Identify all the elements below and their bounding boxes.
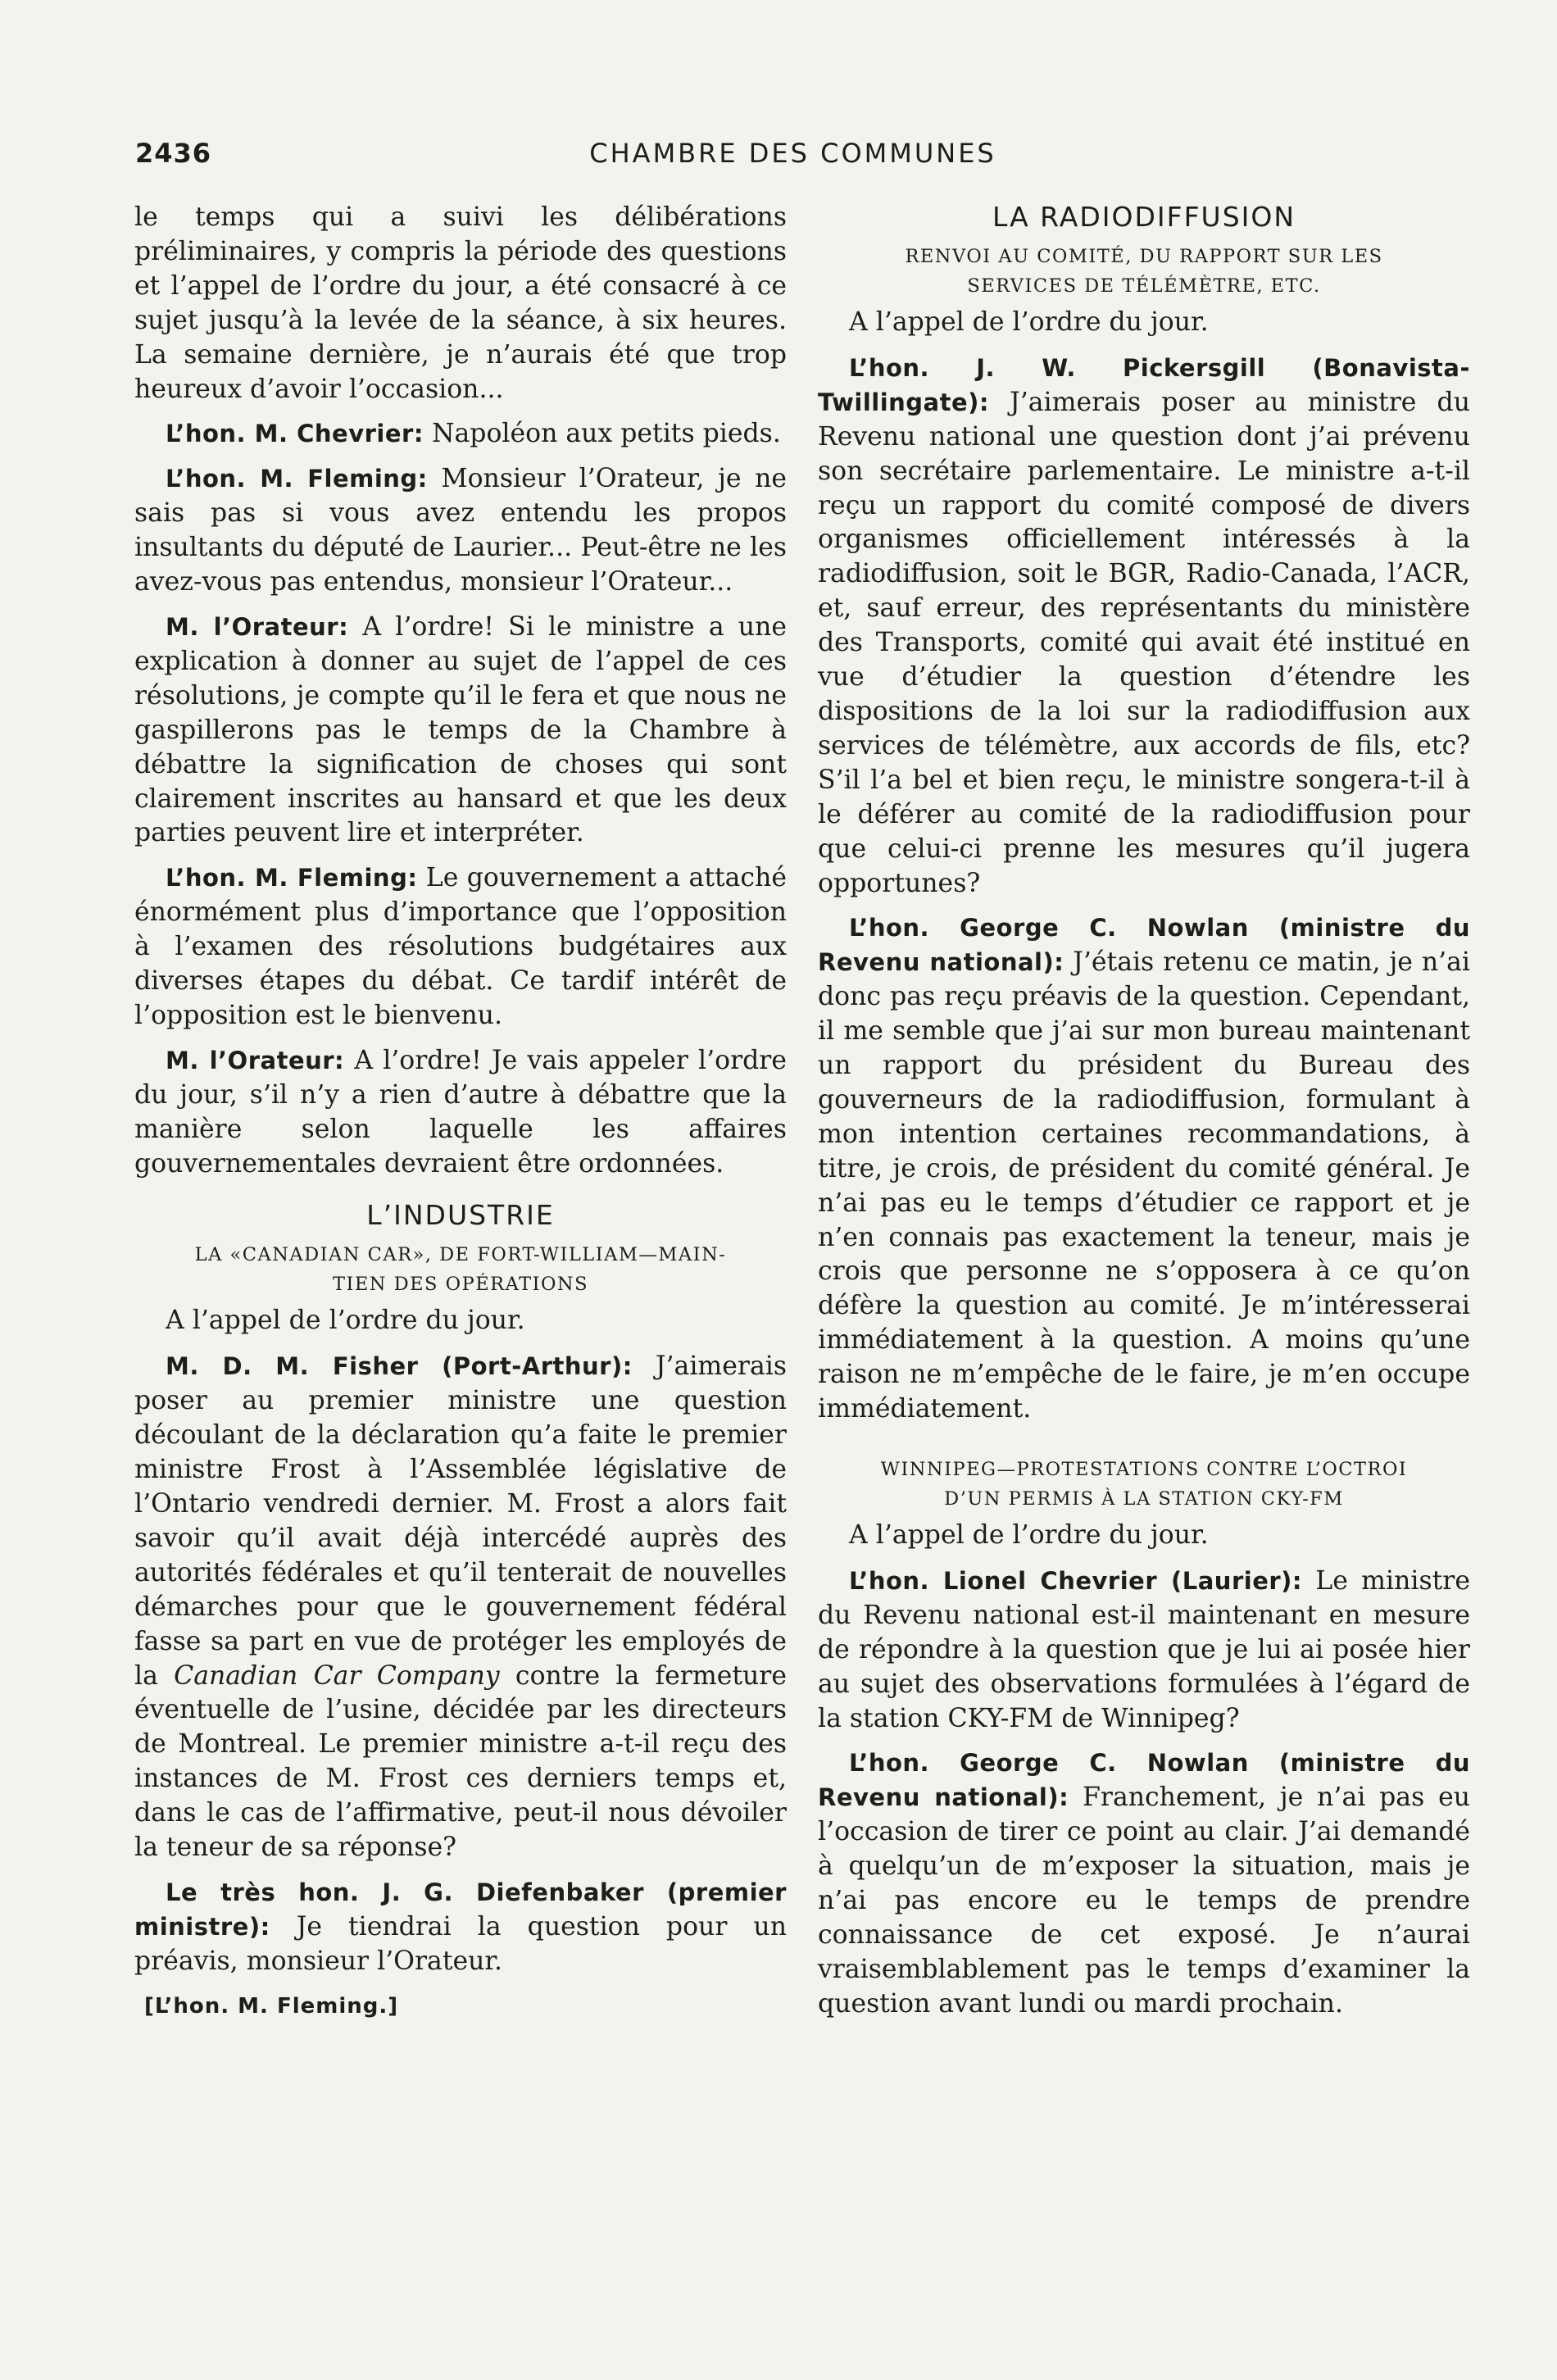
- speech-text: Je tiendrai la question pour un préavis, monsieur l’Orateur.: [134, 1911, 787, 1976]
- section-subheading: [134, 1240, 787, 1299]
- motion-text: A l’appel de l’ordre du jour.: [849, 307, 1209, 337]
- subheading-line: TIEN DES OPÉRATIONS: [332, 1274, 589, 1296]
- subheading-line: RENVOI AU COMITÉ, DU RAPPORT SUR LES: [905, 246, 1383, 267]
- speech-text: contre la fermeture éventuelle de l’usine, décidée par les directeurs de Montreal. Le premier ministre a-t-il reçu des instances de M. Frost ces derniers temps et, dans le cas de l’affirmative, peut-il nous dévoiler la teneur de sa réponse?: [134, 1660, 787, 1863]
- section-subheading: [818, 242, 1470, 301]
- speech: [134, 1876, 787, 1979]
- speech-text: Le ministre du Revenu national est-il maintenant en mesure de répondre à la question que je lui ai posée hier au sujet des observations formulées à l’égard de la station CKY-FM de Winnipeg?: [818, 1565, 1470, 1733]
- speech-text: Napoléon aux petits pieds.: [423, 419, 781, 449]
- subheading-line: LA «CANADIAN CAR», DE FORT-WILLIAM—MAIN-: [194, 1244, 727, 1266]
- speech: [818, 352, 1470, 902]
- speaker-name: M. l’Orateur:: [166, 1046, 345, 1074]
- subheading-line: D’UN PERMIS À LA STATION CKY-FM: [944, 1488, 1344, 1510]
- subheading-line: SERVICES DE TÉLÉMÈTRE, ETC.: [967, 275, 1321, 297]
- footer-note: [L’hon. M. Fleming.]: [144, 1993, 399, 2019]
- subheading-line: WINNIPEG—PROTESTATIONS CONTRE L’OCTROI: [880, 1459, 1408, 1480]
- speech-text: A l’ordre! Je vais appeler l’ordre du jour, s’il n’y a rien d’autre à débattre que la manière selon laquelle les affaires gouvernementales devraient être ordonnées.: [134, 1045, 788, 1179]
- speaker-name: M. D. M. Fisher (Port-Arthur):: [166, 1352, 633, 1381]
- right-column: [818, 201, 1470, 2033]
- speech: [134, 611, 787, 851]
- speech-text: A l’ordre! Si le ministre a une explication à donner au sujet de l’appel de ces résolutions, je compte qu’il le fera et que nous ne gaspillerons pas le temps de la Chambre à débattre la signification de choses qui sont clairement inscrites au hansard et que les deux parties peuvent lire et interpréter.: [134, 611, 788, 848]
- paragraph-text: le temps qui a suivi les délibérations préliminaires, y compris la période des questions et l’appel de l’ordre du jour, a été consacré à ce sujet jusqu’à la levée de la séance, à six heures. La semaine dernière, je n’aurais été que trop heureux d’avoir l’occasion...: [134, 202, 787, 404]
- section-title: L’INDUSTRIE: [366, 1199, 555, 1232]
- speech: [134, 417, 787, 452]
- speaker-name: L’hon. George C. Nowlan (ministre du Revenu national):: [818, 914, 1470, 977]
- speech-text: J’aimerais poser au ministre du Revenu national une question dont j’ai prévenu son secrétaire parlementaire. Le ministre a-t-il reçu un rapport du comité composé de divers organismes officiellement intéressés à la radiodiffusion, soit le BGR, Radio-Canada, l’ACR, et, sauf erreur, des représentants du ministère des Transports, comité qui avait été institué en vue d’étudier la question d’étendre les dispositions de la loi sur la radiodiffusion aux services de télémètre, aux accords de fils, etc? S’il l’a bel et bien reçu, le ministre songera-t-il à le déférer au comité de la radiodiffusion pour que celui-ci prenne les mesures qu’il jugera opportunes?: [818, 387, 1470, 898]
- speech: [818, 1565, 1470, 1737]
- paragraph: [134, 201, 787, 407]
- section-title: LA RADIODIFFUSION: [992, 201, 1296, 233]
- speaker-name: L’hon. George C. Nowlan (ministre du Revenu national):: [818, 1749, 1470, 1812]
- motion-text: A l’appel de l’ordre du jour.: [849, 1520, 1209, 1550]
- speaker-name: L’hon. J. W. Pickersgill (Bonavista-Twillingate):: [818, 353, 1470, 416]
- speaker-name: M. l’Orateur:: [166, 612, 349, 641]
- running-title: CHAMBRE DES COMMUNES: [589, 138, 996, 169]
- left-column: [134, 201, 787, 2024]
- speech-text: Le gouvernement a attaché énormément plus d’importance que l’opposition à l’examen des résolutions budgétaires aux diverses étapes du débat. Ce tardif intérêt de l’opposition est le bienvenu.: [134, 863, 787, 1030]
- company-name: Canadian Car Company: [174, 1660, 500, 1691]
- page-header: [135, 138, 1450, 179]
- speaker-name: L’hon. Lionel Chevrier (Laurier):: [849, 1566, 1303, 1595]
- speech-text: J’aimerais poser au premier ministre une question découlant de la déclaration qu’a faite le premier ministre Frost à l’Assemblée législative de l’Ontario vendredi dernier. M. Frost a alors fait savoir qu’il avait déjà intercédé auprès des autorités fédérales et qu’il tenterait de nouvelles démarches pour que le gouvernement fédéral fasse sa part en vue de protéger les employés de la: [134, 1351, 787, 1691]
- page-number: 2436: [135, 138, 212, 169]
- speech-text: J’étais retenu ce matin, je n’ai donc pas reçu préavis de la question. Cependant, il me semble que j’ai sur mon bureau maintenant un rapport du président du Bureau des gouverneurs de la radiodiffusion, formulant à mon intention certaines recommandations, à titre, je crois, de président du comité général. Je n’ai pas eu le temps d’étudier ce rapport et je n’en connais pas exactement la teneur, mais je crois que personne ne s’opposera à ce qu’on défère la question au comité. Je m’intéresserai immédiatement à la question. A moins qu’une raison ne m’empêche de le faire, je m’en occupe immédiatement.: [818, 947, 1470, 1424]
- speech-text: Franchement, je n’ai pas eu l’occasion de tirer ce point au clair. J’ai demandé à quelqu’un de m’exposer la situation, mais je n’ai pas encore eu le temps de prendre connaissance de cet exposé. Je n’aurai vraisemblablement pas le temps d’examiner la question avant lundi ou mardi prochain.: [818, 1783, 1470, 2019]
- section-subheading: [818, 1455, 1470, 1514]
- speaker-name: L’hon. M. Fleming:: [166, 465, 428, 493]
- speech: [134, 1350, 787, 1865]
- speech: [818, 1746, 1470, 2021]
- speaker-name: L’hon. M. Chevrier:: [166, 420, 424, 448]
- speech: [134, 1044, 787, 1182]
- speech: [134, 861, 787, 1033]
- speaker-name: L’hon. M. Fleming:: [166, 864, 418, 892]
- speaker-name: Le très hon. J. G. Diefenbaker (premier ministre):: [134, 1878, 787, 1941]
- speech-text: Monsieur l’Orateur, je ne sais pas si vous avez entendu les propos insultants du député de Laurier... Peut-être ne les avez-vous pas entendus, monsieur l’Orateur...: [134, 464, 787, 597]
- speech: [818, 911, 1470, 1427]
- motion-text: A l’appel de l’ordre du jour.: [166, 1306, 525, 1336]
- speech: [134, 462, 787, 600]
